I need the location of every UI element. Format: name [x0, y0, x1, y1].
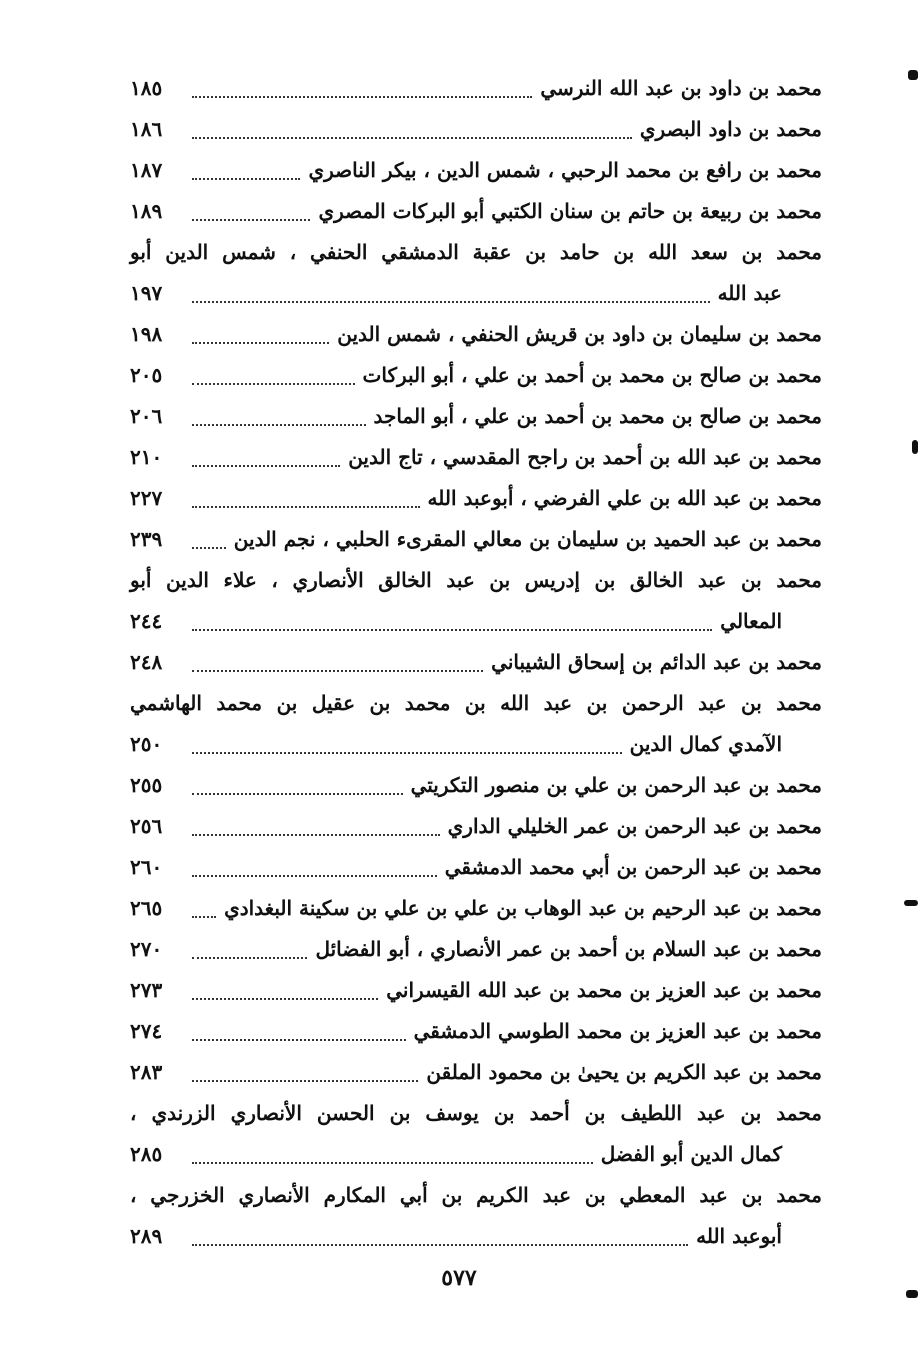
index-entry	[130, 478, 822, 519]
dot-leader	[192, 301, 710, 303]
entry-row	[130, 847, 822, 888]
entry-row	[130, 806, 822, 847]
entry-row	[130, 1052, 822, 1093]
page-number: ٥٧٧	[441, 1265, 477, 1291]
entry-page-number: ١٨٦	[130, 117, 163, 141]
index-entry	[130, 1011, 822, 1052]
entry-page-number: ٢٨٥	[130, 1142, 163, 1166]
entry-name: كمال الدين أبو الفضل	[600, 1142, 782, 1166]
entry-name-line: محمد بن عبد الخالق بن إدريس بن عبد الخالق الأنصاري ، علاء الدين أبو	[130, 568, 822, 592]
scan-edge-mark	[906, 1290, 918, 1298]
dot-leader	[192, 178, 300, 180]
entry-page-number: ٢١٠	[130, 445, 163, 469]
dot-leader	[192, 465, 340, 467]
entry-page-number: ٢٨٣	[130, 1060, 163, 1084]
dot-leader	[192, 383, 355, 385]
entry-row	[130, 478, 822, 519]
dot-leader	[192, 96, 532, 98]
entry-page-number: ٢٨٩	[130, 1224, 163, 1248]
entry-row	[130, 355, 822, 396]
scan-edge-mark	[904, 900, 918, 906]
entry-row	[130, 1011, 822, 1052]
entry-page-number: ٢٦٥	[130, 896, 163, 920]
dot-leader	[192, 424, 366, 426]
index-entry	[130, 1093, 822, 1175]
index-entry	[130, 683, 822, 765]
entry-row	[130, 1134, 822, 1175]
index-entry	[130, 560, 822, 642]
entry-page-number: ٢٤٨	[130, 650, 163, 674]
entry-name: محمد بن سليمان بن داود بن قريش الحنفي ، شمس الدين	[337, 322, 822, 346]
entry-page-number: ٢٢٧	[130, 486, 163, 510]
entry-row	[130, 273, 822, 314]
scan-edge-mark	[912, 440, 918, 454]
index-entry	[130, 396, 822, 437]
entry-page-number: ٢٠٦	[130, 404, 163, 428]
dot-leader	[192, 670, 483, 672]
entry-name: محمد بن صالح بن محمد بن أحمد بن علي ، أبو البركات	[362, 363, 822, 387]
entry-row	[130, 642, 822, 683]
entry-name: محمد بن عبد الرحيم بن عبد الوهاب بن علي بن علي بن سكينة البغدادي	[224, 896, 822, 920]
entry-name: محمد بن ربيعة بن حاتم بن سنان الكتبي أبو البركات المصري	[318, 199, 822, 223]
index-entry	[130, 519, 822, 560]
entry-row	[130, 191, 822, 232]
entry-name: محمد بن عبد الله بن أحمد بن راجح المقدسي ، تاج الدين	[348, 445, 822, 469]
entry-name: محمد بن عبد الرحمن بن علي بن منصور التكريتي	[410, 773, 822, 797]
entry-row	[130, 150, 822, 191]
entry-name: الآمدي كمال الدين	[629, 732, 782, 756]
index-entry	[130, 847, 822, 888]
dot-leader	[192, 137, 632, 139]
entry-name: محمد بن عبد الرحمن بن عمر الخليلي الداري	[447, 814, 822, 838]
entry-name: محمد بن عبد الرحمن بن أبي محمد الدمشقي	[444, 855, 822, 879]
entry-name: محمد بن عبد الدائم بن إسحاق الشيباني	[491, 650, 822, 674]
index-entry	[130, 355, 822, 396]
entry-row	[130, 68, 822, 109]
entry-name: محمد بن عبد الكريم بن يحيىٰ بن محمود الملقن	[426, 1060, 822, 1084]
index-entry	[130, 765, 822, 806]
dot-leader	[192, 916, 216, 918]
dot-leader	[192, 875, 437, 877]
entry-name: محمد بن رافع بن محمد الرحبي ، شمس الدين ، بيكر الناصري	[308, 158, 822, 182]
entry-page-number: ٢٥٦	[130, 814, 163, 838]
entry-name: محمد بن عبد الله بن علي الفرضي ، أبوعبد الله	[427, 486, 822, 510]
entry-name: محمد بن صالح بن محمد بن أحمد بن علي ، أبو الماجد	[373, 404, 822, 428]
entry-page-number: ٢٥٠	[130, 732, 163, 756]
index-entry	[130, 806, 822, 847]
entry-page-number: ٢٣٩	[130, 527, 163, 551]
entry-row	[130, 601, 822, 642]
index-entry	[130, 232, 822, 314]
dot-leader	[192, 506, 420, 508]
entry-row	[130, 109, 822, 150]
entry-row	[130, 765, 822, 806]
entry-page-number: ٢٠٥	[130, 363, 163, 387]
index-list	[130, 68, 822, 1257]
index-entry	[130, 109, 822, 150]
entry-row	[130, 970, 822, 1011]
entry-name: محمد بن عبد العزيز بن محمد الطوسي الدمشقي	[413, 1019, 822, 1043]
entry-page-number: ٢٧٣	[130, 978, 163, 1002]
index-entry	[130, 314, 822, 355]
entry-name: محمد بن داود بن عبد الله النرسي	[540, 76, 822, 100]
dot-leader	[192, 342, 329, 344]
scan-edge-mark	[908, 70, 918, 80]
entry-page-number: ١٨٥	[130, 76, 163, 100]
entry-row	[130, 888, 822, 929]
entry-page-number: ١٨٩	[130, 199, 163, 223]
index-entry	[130, 68, 822, 109]
index-entry	[130, 150, 822, 191]
entry-page-number: ٢٤٤	[130, 609, 163, 633]
entry-row	[130, 437, 822, 478]
entry-name: محمد بن داود البصري	[639, 117, 822, 141]
entry-name: المعالي	[720, 609, 782, 633]
entry-row	[130, 1216, 822, 1257]
entry-row	[130, 396, 822, 437]
entry-name-line: محمد بن سعد الله بن حامد بن عقبة الدمشقي الحنفي ، شمس الدين أبو	[130, 240, 822, 264]
entry-name-line: محمد بن عبد الرحمن بن عبد الله بن محمد بن عقيل بن محمد الهاشمي	[130, 691, 822, 715]
entry-row	[130, 929, 822, 970]
dot-leader	[192, 752, 622, 754]
entry-page-number: ٢٥٥	[130, 773, 163, 797]
entry-row	[130, 519, 822, 560]
dot-leader	[192, 793, 403, 795]
dot-leader	[192, 957, 307, 959]
dot-leader	[192, 629, 712, 631]
dot-leader	[192, 1244, 688, 1246]
index-entry	[130, 888, 822, 929]
dot-leader	[192, 834, 440, 836]
dot-leader	[192, 547, 226, 549]
entry-page-number: ٢٦٠	[130, 855, 163, 879]
dot-leader	[192, 219, 310, 221]
dot-leader	[192, 1039, 406, 1041]
dot-leader	[192, 1080, 418, 1082]
entry-page-number: ١٨٧	[130, 158, 163, 182]
entry-name-line: محمد بن عبد اللطيف بن أحمد بن يوسف بن الحسن الأنصاري الزرندي ،	[130, 1101, 822, 1125]
entry-page-number: ٢٧٠	[130, 937, 163, 961]
index-entry	[130, 970, 822, 1011]
entry-name-line: محمد بن عبد المعطي بن عبد الكريم بن أبي المكارم الأنصاري الخزرجي ،	[130, 1183, 822, 1207]
entry-row	[130, 314, 822, 355]
entry-name: محمد بن عبد السلام بن أحمد بن عمر الأنصاري ، أبو الفضائل	[315, 937, 822, 961]
dot-leader	[192, 998, 378, 1000]
entry-page-number: ٢٧٤	[130, 1019, 163, 1043]
index-entry	[130, 1052, 822, 1093]
index-entry	[130, 191, 822, 232]
dot-leader	[192, 1162, 593, 1164]
entry-name: محمد بن عبد العزيز بن محمد بن عبد الله القيسراني	[386, 978, 822, 1002]
index-entry	[130, 437, 822, 478]
index-entry	[130, 1175, 822, 1257]
entry-row	[130, 724, 822, 765]
entry-page-number: ١٩٨	[130, 322, 163, 346]
index-entry	[130, 929, 822, 970]
entry-name: عبد الله	[717, 281, 782, 305]
entry-name: أبوعبد الله	[696, 1224, 782, 1248]
entry-page-number: ١٩٧	[130, 281, 163, 305]
index-entry	[130, 642, 822, 683]
entry-name: محمد بن عبد الحميد بن سليمان بن معالي المقرىء الحلبي ، نجم الدين	[233, 527, 822, 551]
